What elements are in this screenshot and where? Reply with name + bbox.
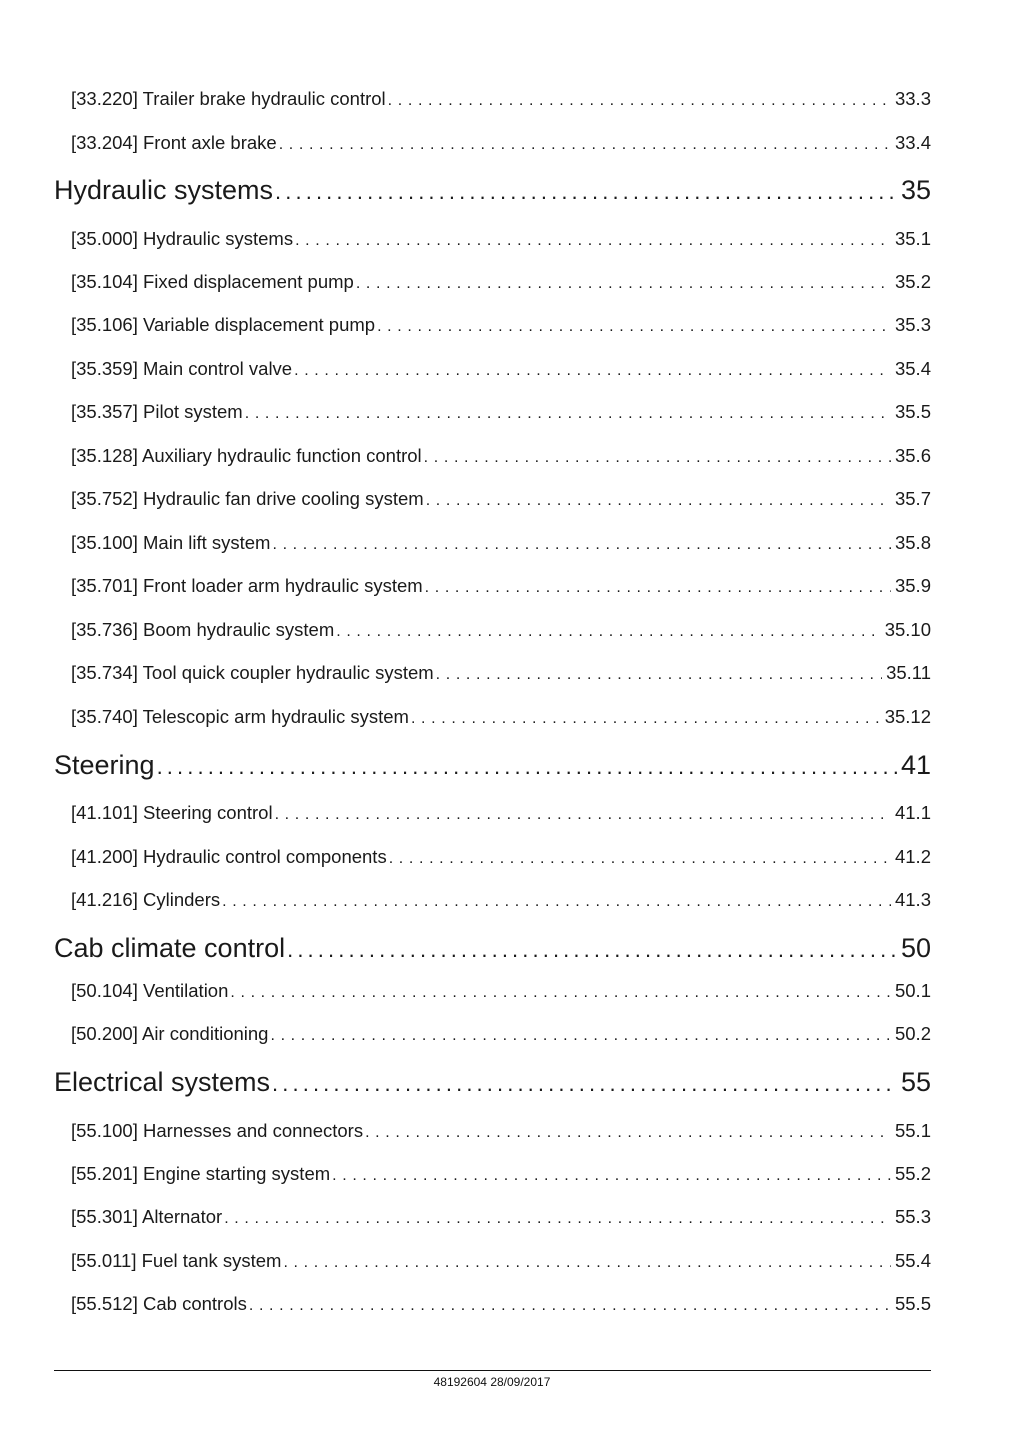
dot-leader <box>388 92 891 110</box>
toc-section-page: 35 <box>900 175 931 205</box>
toc-entry-label: [35.128] Auxiliary hydraulic function control <box>71 445 422 466</box>
toc-entry-page: 41.1 <box>894 802 931 823</box>
toc-entry[interactable] <box>71 846 931 868</box>
toc-section-page: 41 <box>900 750 931 780</box>
toc-entry-page: 35.4 <box>894 358 931 379</box>
toc-entry-label: [35.100] Main lift system <box>71 532 271 553</box>
toc-entry-page: 50.1 <box>894 980 931 1001</box>
dot-leader <box>356 275 891 293</box>
toc-entry[interactable] <box>71 662 931 684</box>
toc-entry-page: 35.11 <box>886 662 931 683</box>
toc-section[interactable] <box>54 175 931 206</box>
toc-entry[interactable] <box>71 132 931 154</box>
toc-entry-label: [41.101] Steering control <box>71 802 273 823</box>
toc-section-page: 55 <box>900 1067 931 1097</box>
dot-leader <box>295 232 891 250</box>
toc-entry-label: [35.359] Main control valve <box>71 358 293 379</box>
toc-entry-label: [35.701] Front loader arm hydraulic system <box>71 575 423 596</box>
dot-leader <box>279 136 891 154</box>
toc-entry-label: [33.204] Front axle brake <box>71 132 277 153</box>
dot-leader <box>245 405 891 423</box>
toc-entry[interactable] <box>71 1163 931 1185</box>
toc-entry-page: 35.7 <box>894 488 931 509</box>
toc-section-label: Cab climate control <box>54 933 286 963</box>
toc-entry-page: 35.10 <box>884 619 931 640</box>
footer-divider <box>54 1370 931 1371</box>
dot-leader <box>389 850 891 868</box>
toc-entry[interactable] <box>71 532 931 554</box>
toc-entry[interactable] <box>71 802 931 824</box>
toc-section-page: 50 <box>900 933 931 963</box>
toc-entry-label: [55.100] Harnesses and connectors <box>71 1120 364 1141</box>
toc-entry-page: 55.1 <box>894 1120 931 1141</box>
toc-entry[interactable] <box>71 271 931 293</box>
toc-section-label: Electrical systems <box>54 1067 271 1097</box>
toc-entry-page: 35.8 <box>894 532 931 553</box>
toc-entry-page: 55.2 <box>894 1163 931 1184</box>
toc-entry[interactable] <box>71 1250 931 1272</box>
toc-entry-label: [35.106] Variable displacement pump <box>71 314 376 335</box>
toc-entry-label: [41.216] Cylinders <box>71 889 221 910</box>
toc-entry-page: 35.6 <box>894 445 931 466</box>
toc-entry-page: 35.3 <box>894 314 931 335</box>
toc-entry[interactable] <box>71 706 931 728</box>
toc-entry-label: [35.736] Boom hydraulic system <box>71 619 335 640</box>
toc-entry-page: 50.2 <box>894 1023 931 1044</box>
toc-entry-label: [50.104] Ventilation <box>71 980 229 1001</box>
footer-document-id: 48192604 28/09/2017 <box>433 1375 551 1389</box>
toc-entry-label: [55.011] Fuel tank system <box>71 1250 282 1271</box>
dot-leader <box>275 806 891 824</box>
toc-entry-label: [50.200] Air conditioning <box>71 1023 269 1044</box>
toc-entry[interactable] <box>71 88 931 110</box>
toc-entry-label: [35.357] Pilot system <box>71 401 243 422</box>
toc-entry[interactable] <box>71 1293 931 1315</box>
toc-entry-label: [55.201] Engine starting system <box>71 1163 331 1184</box>
dot-leader <box>436 666 882 684</box>
dot-leader <box>224 1210 891 1228</box>
toc-entry-page: 35.12 <box>884 706 931 727</box>
dot-leader <box>424 449 891 467</box>
dot-leader <box>249 1297 891 1315</box>
toc-entry[interactable] <box>71 488 931 510</box>
toc-entry-page: 35.1 <box>894 228 931 249</box>
dot-leader <box>365 1124 891 1142</box>
toc-entry-label: [35.734] Tool quick coupler hydraulic system <box>71 662 434 683</box>
toc-entry[interactable] <box>71 228 931 250</box>
dot-leader <box>332 1167 891 1185</box>
dot-leader <box>377 318 891 336</box>
toc-section[interactable] <box>54 1067 931 1098</box>
toc-entry-label: [35.752] Hydraulic fan drive cooling system <box>71 488 424 509</box>
toc-entry[interactable] <box>71 314 931 336</box>
toc-entry[interactable] <box>71 575 931 597</box>
toc-entry[interactable] <box>71 358 931 380</box>
toc-section-label: Hydraulic systems <box>54 175 274 205</box>
dot-leader <box>157 754 897 780</box>
dot-leader <box>283 1254 891 1272</box>
toc-entry-label: [55.512] Cab controls <box>71 1293 247 1314</box>
toc-entry-page: 55.4 <box>894 1250 931 1271</box>
toc-entry-label: [35.740] Telescopic arm hydraulic system <box>71 706 409 727</box>
toc-entry[interactable] <box>71 1120 931 1142</box>
toc-entry[interactable] <box>71 401 931 423</box>
toc-entry[interactable] <box>71 1023 931 1045</box>
toc-section[interactable] <box>54 750 931 781</box>
toc-entry-label: [35.000] Hydraulic systems <box>71 228 294 249</box>
toc-entry-label: [41.200] Hydraulic control components <box>71 846 387 867</box>
dot-leader <box>336 623 880 641</box>
toc-section-label: Steering <box>54 750 155 780</box>
toc-entry-page: 35.5 <box>894 401 931 422</box>
toc-entry[interactable] <box>71 1206 931 1228</box>
toc-entry-page: 35.2 <box>894 271 931 292</box>
toc-entry[interactable] <box>71 889 931 911</box>
toc-entry[interactable] <box>71 980 931 1002</box>
toc-entry-page: 41.2 <box>894 846 931 867</box>
dot-leader <box>272 1071 897 1097</box>
toc-entry-page: 33.3 <box>894 88 931 109</box>
toc-entry-label: [33.220] Trailer brake hydraulic control <box>71 88 386 109</box>
toc-entry[interactable] <box>71 445 931 467</box>
dot-leader <box>272 536 891 554</box>
dot-leader <box>287 937 897 963</box>
dot-leader <box>425 579 891 597</box>
dot-leader <box>294 362 891 380</box>
dot-leader <box>270 1027 891 1045</box>
dot-leader <box>426 492 891 510</box>
toc-entry-page: 33.4 <box>894 132 931 153</box>
toc-entry-label: [55.301] Alternator <box>71 1206 223 1227</box>
toc-entry-label: [35.104] Fixed displacement pump <box>71 271 354 292</box>
toc-entry-page: 55.5 <box>894 1293 931 1314</box>
dot-leader <box>230 984 891 1002</box>
dot-leader <box>222 893 891 911</box>
toc-entry-page: 41.3 <box>894 889 931 910</box>
toc-entry[interactable] <box>71 619 931 641</box>
dot-leader <box>275 179 897 205</box>
toc-section[interactable] <box>54 933 931 964</box>
toc-entry-page: 55.3 <box>894 1206 931 1227</box>
toc-entry-page: 35.9 <box>894 575 931 596</box>
dot-leader <box>411 710 881 728</box>
